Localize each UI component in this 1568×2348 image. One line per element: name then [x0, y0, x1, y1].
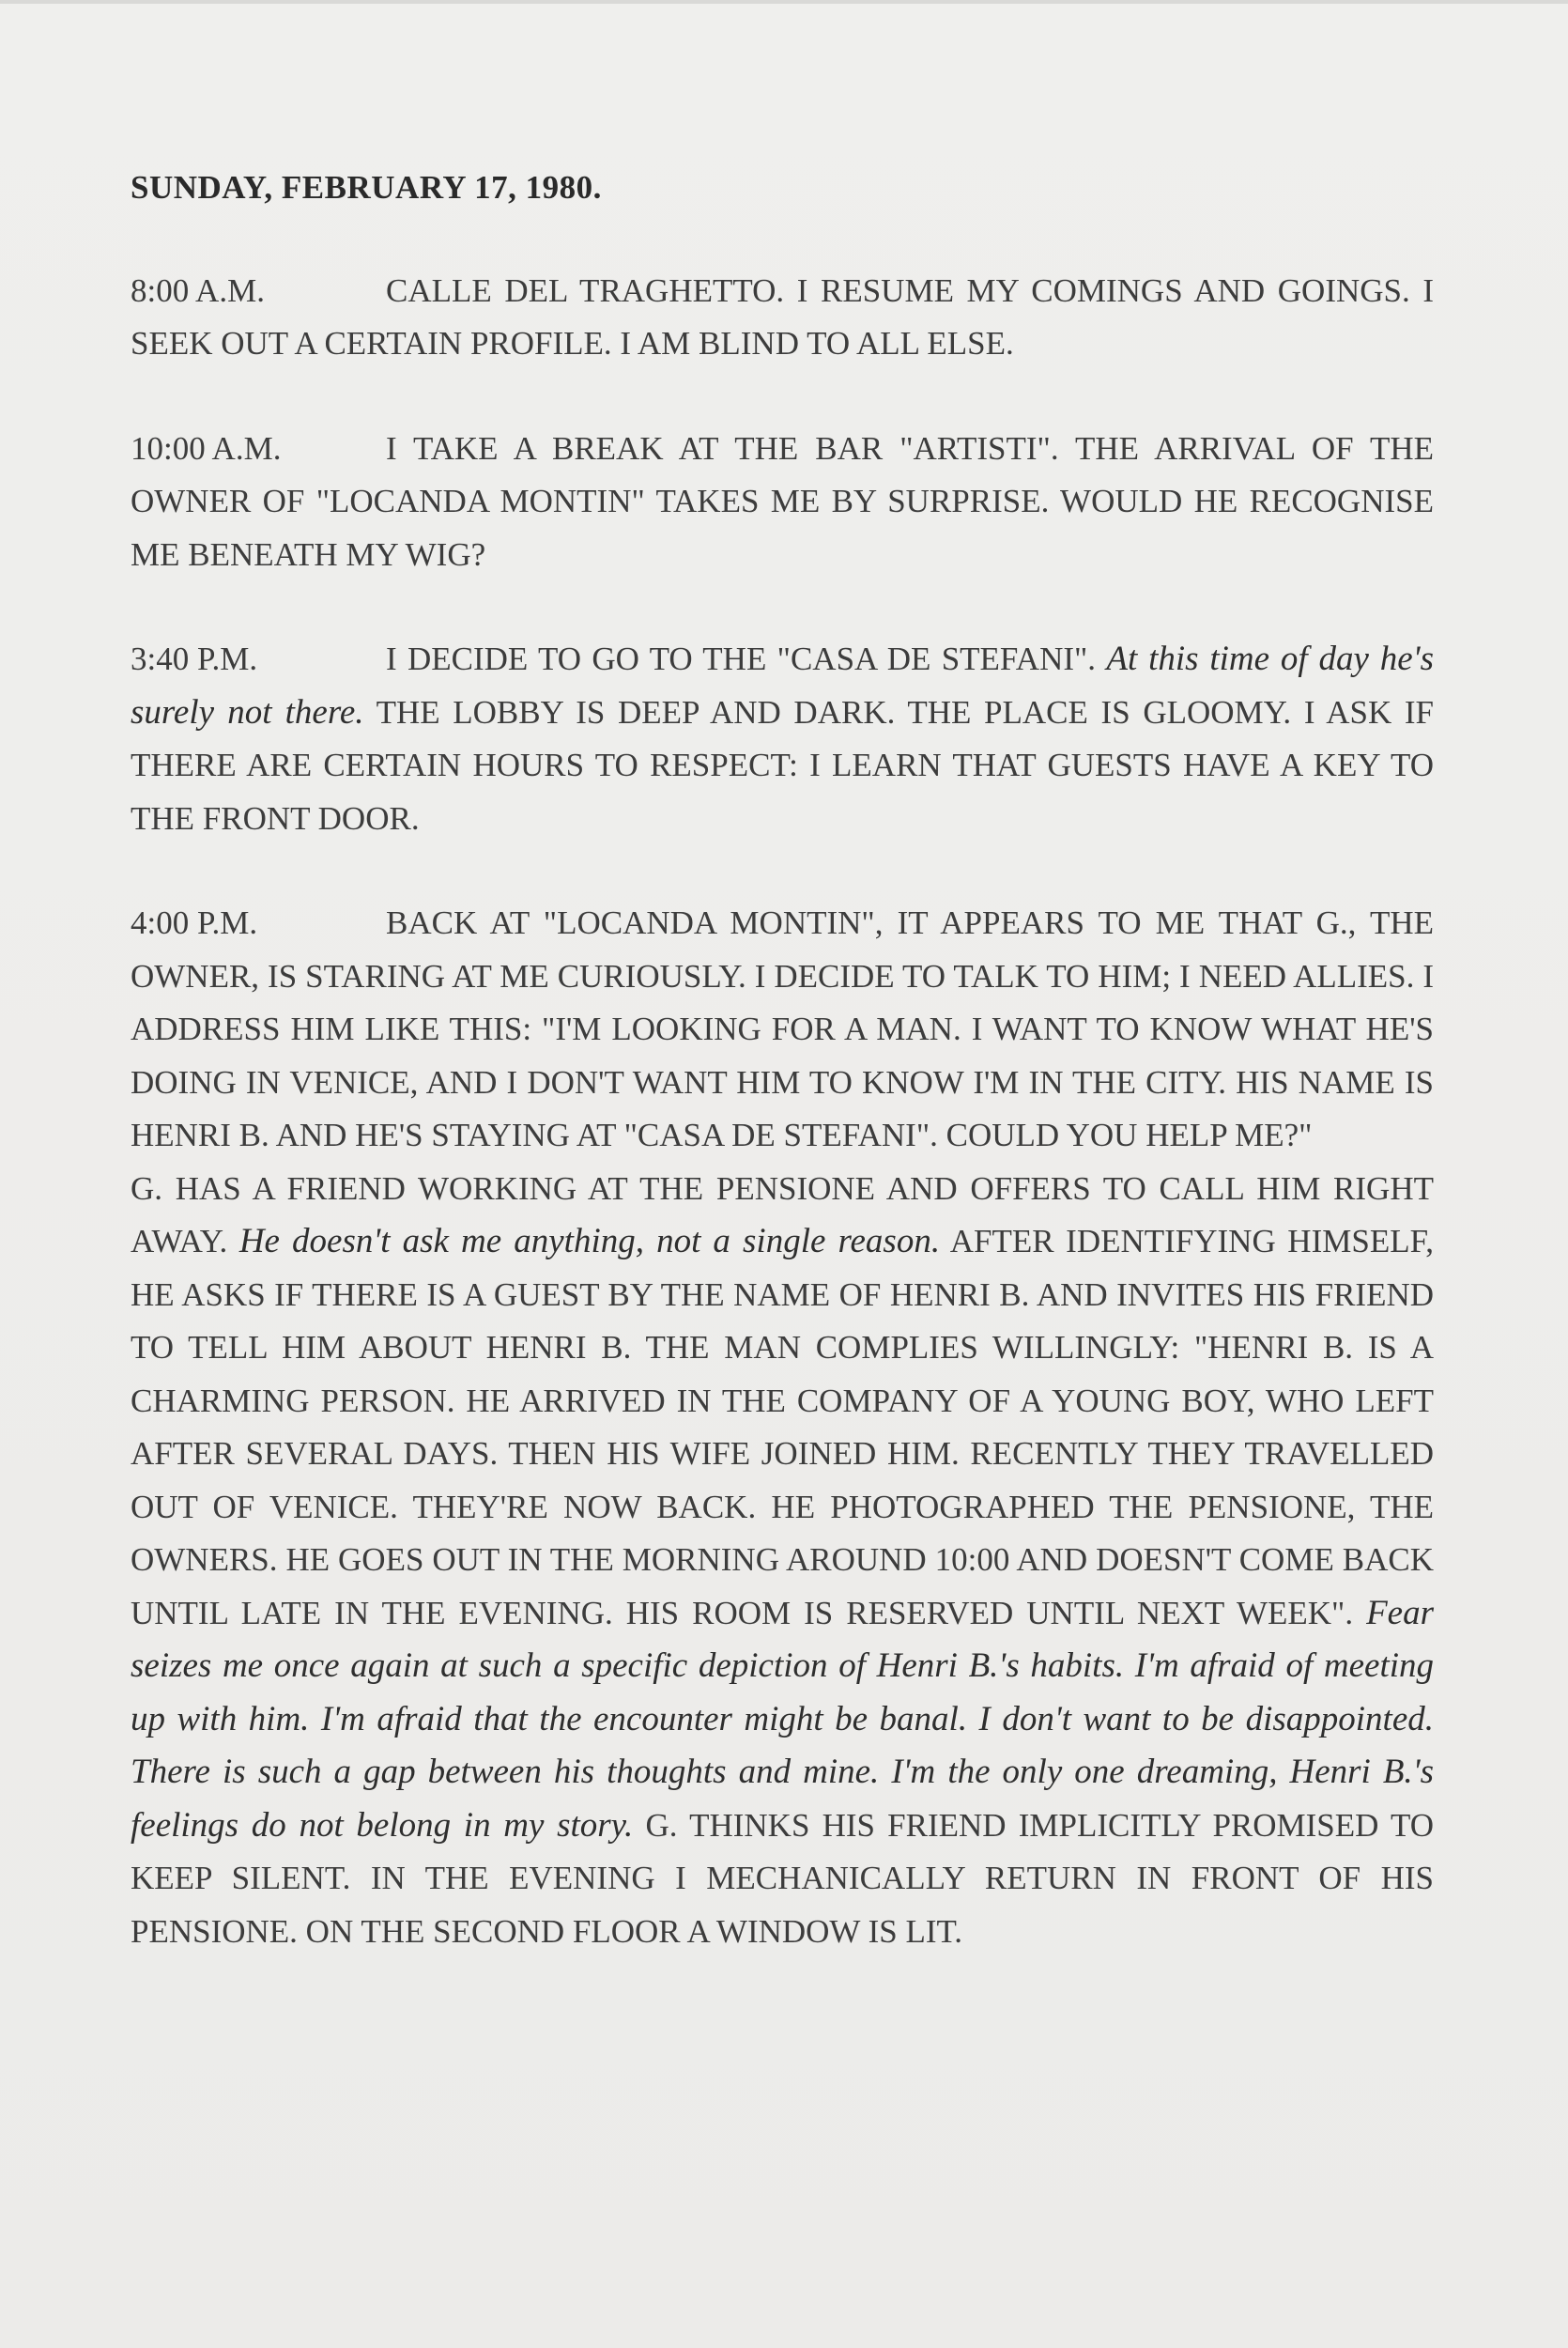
- entry-time: 8:00 A.M.: [131, 271, 265, 309]
- entry-text: I DECIDE TO GO TO THE "CASA DE STEFANI".: [386, 641, 1097, 677]
- entry-text: THE LOBBY IS DEEP AND DARK. THE PLACE IS GLOOMY. I ASK IF THERE ARE CERTAIN HOURS TO RESPECT: I LEARN THAT GUESTS HAVE A KEY TO THE FRONT DOOR.: [131, 693, 1434, 837]
- entry-italic-thought: He doesn't ask me anything, not a single reason.: [238, 1222, 941, 1260]
- entry-1000: [131, 423, 1434, 582]
- entry-paragraph: [131, 1163, 1434, 1959]
- entry-1540: [131, 633, 1434, 845]
- entry-time: 10:00 A.M.: [131, 429, 282, 467]
- entry-time: 4:00 P.M.: [131, 904, 258, 941]
- entry-text: CALLE DEL TRAGHETTO. I RESUME MY COMINGS AND GOINGS. I SEEK OUT A CERTAIN PROFILE. I AM BLIND TO ALL ELSE.: [131, 271, 1434, 362]
- entry-0800: [131, 265, 1434, 371]
- entry-italic-thought: Fear seizes me once again at such a specific depiction of Henri B.'s habits. I'm afraid of meeting up with him. I'm afraid that the encounter might be banal. I don't want to be disappointed. There is such a gap between his thoughts and mine. I'm the only one dreaming, Henri B.'s feelings do not belong in my story.: [131, 1593, 1435, 1845]
- date-heading: SUNDAY, FEBRUARY 17, 1980.: [131, 169, 602, 206]
- entry-time: 3:40 P.M.: [131, 641, 258, 677]
- entry-text: BACK AT "LOCANDA MONTIN", IT APPEARS TO ME THAT G., THE OWNER, IS STARING AT ME CURIOUSLY. I DECIDE TO TALK TO HIM; I NEED ALLIES. I ADDRESS HIM LIKE THIS: "I'M LOOKING FOR A MAN. I WANT TO KNOW WHAT HE'S DOING IN VENICE, AND I DON'T WANT HIM TO KNOW I'M IN THE CITY. HIS NAME IS HENRI B. AND HE'S STAYING AT "CASA DE STEFANI". COULD YOU HELP ME?": [131, 904, 1434, 1153]
- entry-italic-thought: At this time of day he's surely not there.: [131, 640, 1434, 732]
- entry-paragraph: [131, 897, 1434, 1163]
- entry-1600: [131, 897, 1434, 1958]
- entry-text: G. THINKS HIS FRIEND IMPLICITLY PROMISED TO KEEP SILENT. IN THE EVENING I MECHANICALLY RETURN IN FRONT OF HIS PENSIONE. ON THE SECOND FLOOR A WINDOW IS LIT.: [131, 1806, 1434, 1950]
- document-body: [131, 162, 1434, 1958]
- entry-text: AFTER IDENTIFYING HIMSELF, HE ASKS IF THERE IS A GUEST BY THE NAME OF HENRI B. AND INVITES HIS FRIEND TO TELL HIM ABOUT HENRI B. THE MAN COMPLIES WILLINGLY: "HENRI B. IS A CHARMING PERSON. HE ARRIVED IN THE COMPANY OF A YOUNG BOY, WHO LEFT AFTER SEVERAL DAYS. THEN HIS WIFE JOINED HIM. RECENTLY THEY TRAVELLED OUT OF VENICE. THEY'RE NOW BACK. HE PHOTOGRAPHED THE PENSIONE, THE OWNERS. HE GOES OUT IN THE MORNING AROUND 10:00 AND DOESN'T COME BACK UNTIL LATE IN THE EVENING. HIS ROOM IS RESERVED UNTIL NEXT WEEK".: [131, 1223, 1434, 1631]
- entry-text: I TAKE A BREAK AT THE BAR "ARTISTI". THE ARRIVAL OF THE OWNER OF "LOCANDA MONTIN" TAKES ME BY SURPRISE. WOULD HE RECOGNISE ME BENEATH MY WIG?: [131, 429, 1434, 573]
- entry-text: G. HAS A FRIEND WORKING AT THE PENSIONE AND OFFERS TO CALL HIM RIGHT AWAY.: [131, 1169, 1434, 1259]
